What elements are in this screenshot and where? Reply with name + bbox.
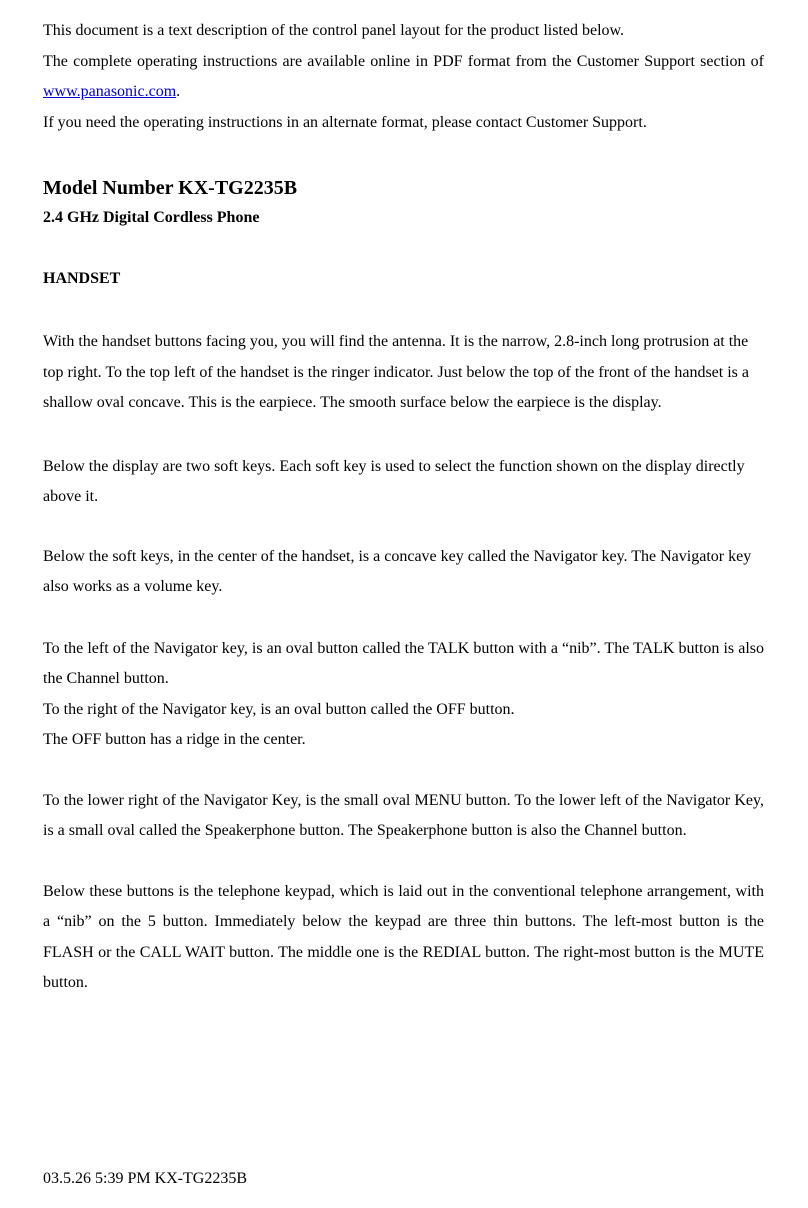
model-number-title: Model Number KX-TG2235B — [43, 177, 298, 199]
paragraph-navigator: Below the soft keys, in the center of the handset, is a concave key called the Navigator key. The Navigator key also works as a volume key. — [43, 547, 752, 595]
product-subtitle: 2.4 GHz Digital Cordless Phone — [43, 209, 260, 226]
paragraph-antenna: With the handset buttons facing you, you will find the antenna. It is the narrow, 2.8-inch long protrusion at the top right. To the top left of the handset is the ringer indicator. Just below the top of the front of the handset is a shallow oval concave. This is the earpiece. The smooth surface below the earpiece is the display. — [43, 333, 749, 411]
paragraph-off: To the right of the Navigator key, is an oval button called the OFF button. — [43, 700, 515, 718]
intro-line-3: If you need the operating instructions in an alternate format, please contact Customer Support. — [43, 113, 647, 131]
paragraph-soft-keys: Below the display are two soft keys. Each soft key is used to select the function shown on the display directly above it. — [43, 457, 745, 505]
handset-heading: HANDSET — [43, 270, 121, 287]
intro-line-1: This document is a text description of the control panel layout for the product listed below. — [43, 22, 625, 39]
document-page — [43, 16, 764, 999]
panasonic-link[interactable]: www.panasonic.com — [43, 83, 177, 100]
paragraph-off-ridge: The OFF button has a ridge in the center. — [43, 731, 306, 748]
paragraph-talk: To the left of the Navigator key, is an oval button called the TALK button with a “nib”. The TALK button is also the Channel button. — [43, 639, 764, 687]
paragraph-keypad: Below these buttons is the telephone keypad, which is laid out in the conventional telephone arrangement, with a “nib” on the 5 button. Immediately below the keypad are three thin buttons. The left-most button is the FLASH or the CALL WAIT button. The middle one is the REDIAL button. The right-most button is the MUTE button. — [43, 882, 764, 991]
intro-line-2 — [43, 47, 764, 108]
page-footer: 03.5.26 5:39 PM KX-TG2235B — [43, 1170, 248, 1187]
intro-line-2-end: . — [176, 83, 181, 100]
paragraph-menu: To the lower right of the Navigator Key, is the small oval MENU button. To the lower left of the Navigator Key, is a small oval called the Speakerphone button. The Speakerphone button is also the Channel button. — [43, 791, 764, 839]
intro-line-2-text: The complete operating instructions are available online in PDF format from the Customer Support section of — [43, 52, 764, 70]
